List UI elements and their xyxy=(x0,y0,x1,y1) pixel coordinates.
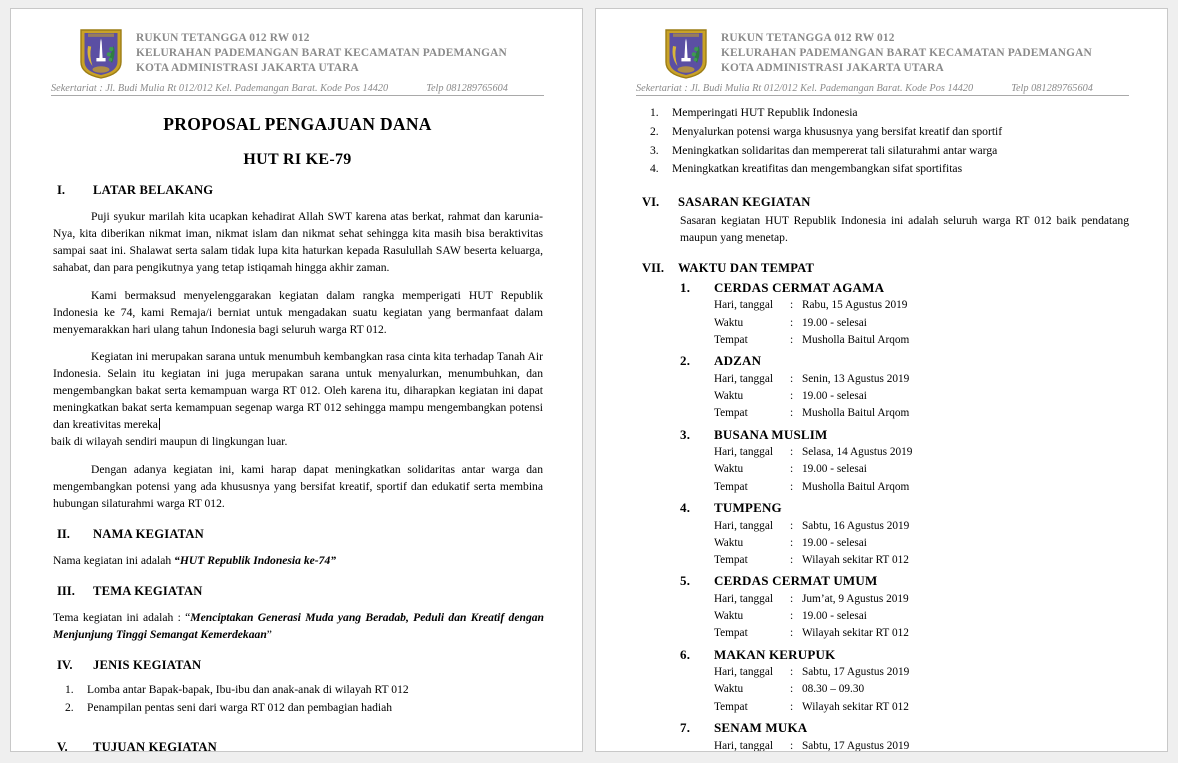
section-heading: SASARAN KEGIATAN xyxy=(678,195,811,210)
field-value: 19.00 - selesai xyxy=(802,536,867,549)
field-value: Rabu, 15 Agustus 2019 xyxy=(802,299,908,312)
field-value: Senin, 13 Agustus 2019 xyxy=(802,372,910,385)
event-place-row xyxy=(714,625,1129,642)
secretariat-address: Sekertariat : Jl. Budi Mulia Rt 012/012 Kel. Pademangan Barat. Kode Pos 14420 xyxy=(51,83,389,94)
section-heading: LATAR BELAKANG xyxy=(93,183,214,197)
field-separator: : xyxy=(790,554,794,567)
schedule-list xyxy=(636,278,1129,752)
letterhead-org-lines xyxy=(721,27,1092,76)
field-value: 19.00 - selesai xyxy=(802,316,867,329)
field-label: Waktu xyxy=(714,463,744,476)
event-details xyxy=(636,444,1129,496)
field-separator: : xyxy=(790,739,794,752)
field-label: Hari, tanggal xyxy=(714,446,773,459)
field-label: Tempat xyxy=(714,407,748,420)
list-item: Memperingati HUT Republik Indonesia xyxy=(672,106,858,119)
field-label: Hari, tanggal xyxy=(714,519,773,532)
paragraph: Puji syukur marilah kita ucapkan kehadirat Allah SWT karena atas berkat, rahmat dan karunia-Nya, kita diberikan nikmat iman, nikmat islam dan nikmat sehat sehingga kita masih bisa beraktivitas sampai saat ini. Shalawat serta salam tidak lupa kita haturkan kepada Rasulullah SAW beserta keluarga, sahabat, dan para pengikutnya yang tetap istiqamah hingga akhir zaman. xyxy=(53,210,543,274)
section-numeral: II. xyxy=(57,526,70,541)
letterhead-line-1: RUKUN TETANGGA 012 RW 012 xyxy=(136,32,310,44)
event-name: BUSANA MUSLIM xyxy=(714,426,828,442)
section-numeral: VI. xyxy=(642,195,660,210)
schedule-event xyxy=(636,645,1129,716)
event-time-row xyxy=(714,388,1129,405)
field-value: 19.00 - selesai xyxy=(802,463,867,476)
field-value: Wilayah sekitar RT 012 xyxy=(802,554,909,567)
event-details xyxy=(636,591,1129,643)
field-label: Hari, tanggal xyxy=(714,592,773,605)
section-numeral: IV. xyxy=(57,657,73,672)
letterhead-line-2: KELURAHAN PADEMANGAN BARAT KECAMATAN PADEMANGAN xyxy=(136,47,507,60)
field-separator: : xyxy=(790,610,794,623)
field-separator: : xyxy=(790,592,794,605)
section-heading: TEMA KEGIATAN xyxy=(93,583,203,598)
event-date-row xyxy=(714,664,1129,681)
jakarta-emblem-icon xyxy=(79,28,123,80)
nama-kegiatan-value: “HUT Republik Indonesia ke-74” xyxy=(174,553,337,567)
section-numeral: VII. xyxy=(642,260,665,275)
field-separator: : xyxy=(790,446,794,459)
paragraph xyxy=(51,553,544,570)
letterhead-line-3: KOTA ADMINISTRASI JAKARTA UTARA xyxy=(721,62,944,75)
document-page-1[interactable] xyxy=(10,8,583,752)
field-value: Musholla Baitul Arqom xyxy=(802,407,910,420)
event-date-row xyxy=(714,444,1129,461)
event-time-row xyxy=(714,535,1129,552)
field-value: Sabtu, 16 Agustus 2019 xyxy=(802,519,910,532)
field-label: Waktu xyxy=(714,390,744,403)
list-item: Meningkatkan solidaritas dan mempererat tali silaturahmi antar warga xyxy=(672,143,998,157)
paragraph: Sasaran kegiatan HUT Republik Indonesia ini adalah seluruh warga RT 012 baik pendatang maupun yang menetap. xyxy=(680,214,1129,245)
field-separator: : xyxy=(790,316,794,329)
event-time-row xyxy=(714,608,1129,625)
section-numeral: I. xyxy=(57,183,66,197)
field-separator: : xyxy=(790,463,794,476)
event-name: CERDAS CERMAT AGAMA xyxy=(714,279,885,295)
field-label: Hari, tanggal xyxy=(714,299,773,312)
field-separator: : xyxy=(790,334,794,347)
paragraph xyxy=(51,349,544,434)
field-value: Musholla Baitul Arqom xyxy=(802,480,910,493)
field-separator: : xyxy=(790,519,794,532)
secretariat-address: Sekertariat : Jl. Budi Mulia Rt 012/012 Kel. Pademangan Barat. Kode Pos 14420 xyxy=(636,83,974,94)
field-separator: : xyxy=(790,299,794,312)
paragraph-continuation: baik di wilayah sendiri maupun di lingkungan luar. xyxy=(51,435,288,449)
field-value: Selasa, 14 Agustus 2019 xyxy=(802,446,913,459)
tema-prefix: Tema kegiatan ini adalah : “ xyxy=(53,610,191,624)
field-label: Tempat xyxy=(714,334,748,347)
event-date-row xyxy=(714,297,1129,314)
event-place-row xyxy=(714,332,1129,349)
event-name: TUMPENG xyxy=(714,500,782,515)
event-place-row xyxy=(714,405,1129,422)
field-value: Musholla Baitul Arqom xyxy=(802,334,910,347)
schedule-event xyxy=(636,425,1129,496)
field-value: Jum’at, 9 Agustus 2019 xyxy=(802,592,909,605)
field-value: 19.00 - selesai xyxy=(802,610,867,623)
field-value: Wilayah sekitar RT 012 xyxy=(802,700,909,713)
letterhead-line-2: KELURAHAN PADEMANGAN BARAT KECAMATAN PADEMANGAN xyxy=(721,47,1092,60)
paragraph: Dengan adanya kegiatan ini, kami harap dapat meningkatkan solidaritas antar warga dan mengembangkan potensi yang ada khususnya yang bersifat kreatif, sportif dan edukatif serta membina hubungan silaturahmi warga RT 012. xyxy=(53,462,543,510)
section-heading: TUJUAN KEGIATAN xyxy=(93,740,217,752)
event-details xyxy=(636,371,1129,423)
field-value: 08.30 – 09.30 xyxy=(802,683,865,696)
paragraph-text: Kegiatan ini merupakan sarana untuk menumbuh kembangkan rasa cinta kita terhadap Tanah Air Indonesia. Selain itu kegiatan ini juga merupakan sarana untuk menyalurkan, menumbuhkan, dan mengembangkan bakat serta kemampuan warga RT 012. Oleh karena itu, diharapkan kegiatan ini dapat meningkatkan bakat serta kemampuan segenap warga RT 012 sehingga mampu mengembangkan potensi dan kreativitas mereka xyxy=(53,350,543,432)
list-item: Meningkatkan kreatifitas dan mengembangkan sifat sportifitas xyxy=(672,162,963,176)
letterhead xyxy=(51,27,544,80)
letterhead-line-3: KOTA ADMINISTRASI JAKARTA UTARA xyxy=(136,62,359,75)
field-separator: : xyxy=(790,627,794,640)
field-label: Hari, tanggal xyxy=(714,372,773,385)
schedule-event xyxy=(636,498,1129,569)
tujuan-kegiatan-list xyxy=(636,104,1129,179)
field-separator: : xyxy=(790,390,794,403)
section-latar-belakang xyxy=(51,183,544,198)
event-place-row xyxy=(714,699,1129,716)
section-waktu-dan-tempat xyxy=(636,261,1129,276)
letterhead-org-lines xyxy=(136,27,507,76)
schedule-event xyxy=(636,571,1129,642)
field-label: Waktu xyxy=(714,683,744,696)
event-time-row xyxy=(714,681,1129,698)
document-page-2[interactable] xyxy=(595,8,1168,752)
event-details xyxy=(636,297,1129,349)
paragraph xyxy=(51,610,544,644)
secretariat-phone: Telp 081289765604 xyxy=(426,83,508,94)
secretariat-line xyxy=(636,83,1129,96)
section-tema-kegiatan xyxy=(51,584,544,599)
field-label: Hari, tanggal xyxy=(714,739,773,752)
field-separator: : xyxy=(790,407,794,420)
field-value: Sabtu, 17 Agustus 2019 xyxy=(802,666,910,679)
section-jenis-kegiatan xyxy=(51,658,544,673)
field-label: Waktu xyxy=(714,316,744,329)
field-value: 19.00 - selesai xyxy=(802,390,867,403)
event-place-row xyxy=(714,479,1129,496)
letterhead xyxy=(636,27,1129,80)
jenis-kegiatan-list xyxy=(51,681,544,719)
letterhead-line-1: RUKUN TETANGGA 012 RW 012 xyxy=(721,32,895,44)
page-title: PROPOSAL PENGAJUAN DANA xyxy=(163,114,432,134)
list-item: Lomba antar Bapak-bapak, Ibu-ibu dan anak-anak di wilayah RT 012 xyxy=(87,682,409,696)
field-label: Waktu xyxy=(714,610,744,623)
tema-suffix: ” xyxy=(266,627,272,641)
field-separator: : xyxy=(790,372,794,385)
event-name: SENAM MUKA xyxy=(714,720,808,736)
field-label: Tempat xyxy=(714,480,748,493)
page-subtitle: HUT RI KE-79 xyxy=(243,151,352,168)
text-cursor xyxy=(159,418,160,430)
jakarta-emblem-icon xyxy=(664,28,708,80)
schedule-event xyxy=(636,278,1129,349)
nama-kegiatan-prefix: Nama kegiatan ini adalah xyxy=(53,553,175,567)
field-label: Hari, tanggal xyxy=(714,666,773,679)
section-sasaran-kegiatan xyxy=(636,195,1129,210)
section-heading: NAMA KEGIATAN xyxy=(93,526,204,541)
field-separator: : xyxy=(790,683,794,696)
section-tujuan-kegiatan xyxy=(51,740,544,752)
event-time-row xyxy=(714,315,1129,332)
field-separator: : xyxy=(790,536,794,549)
list-item: Penampilan pentas seni dari warga RT 012 dan pembagian hadiah xyxy=(87,701,393,715)
field-separator: : xyxy=(790,480,794,493)
tema-value: Menciptakan Generasi Muda yang Beradab, Peduli dan Kreatif dengan Menjunjung Tinggi Semangat Kemerdekaan xyxy=(53,610,544,641)
event-date-row xyxy=(714,738,1129,752)
field-separator: : xyxy=(790,700,794,713)
field-value: Wilayah sekitar RT 012 xyxy=(802,627,909,640)
field-separator: : xyxy=(790,666,794,679)
schedule-event xyxy=(636,351,1129,422)
field-label: Tempat xyxy=(714,554,748,567)
event-time-row xyxy=(714,461,1129,478)
section-heading: JENIS KEGIATAN xyxy=(93,657,202,672)
section-heading: WAKTU DAN TEMPAT xyxy=(678,260,815,275)
event-name: ADZAN xyxy=(714,353,762,369)
schedule-event xyxy=(636,718,1129,752)
event-place-row xyxy=(714,552,1129,569)
event-name: CERDAS CERMAT UMUM xyxy=(714,573,878,589)
field-label: Tempat xyxy=(714,627,748,640)
event-name: MAKAN KERUPUK xyxy=(714,646,836,662)
section-numeral: III. xyxy=(57,583,75,598)
secretariat-line xyxy=(51,83,544,96)
field-label: Waktu xyxy=(714,536,744,549)
paragraph: Kami bermaksud menyelenggarakan kegiatan dalam rangka memperigati HUT Republik Indonesia ke 74, kami Remaja/i berniat untuk mengadakan suatu kegiatan yang bermanfaat dalam menyemarakkan hari ulang tahun Indonesia bagi seluruh warga RT 012. xyxy=(53,288,543,336)
field-value: Sabtu, 17 Agustus 2019 xyxy=(802,739,910,752)
secretariat-phone: Telp 081289765604 xyxy=(1011,83,1093,94)
event-details xyxy=(636,664,1129,716)
field-label: Tempat xyxy=(714,700,748,713)
event-date-row xyxy=(714,518,1129,535)
event-date-row xyxy=(714,371,1129,388)
event-date-row xyxy=(714,591,1129,608)
event-details xyxy=(636,738,1129,752)
event-details xyxy=(636,518,1129,570)
section-numeral: V. xyxy=(57,740,68,752)
section-nama-kegiatan xyxy=(51,527,544,542)
list-item: Menyalurkan potensi warga khususnya yang bersifat kreatif dan sportif xyxy=(672,124,1003,138)
